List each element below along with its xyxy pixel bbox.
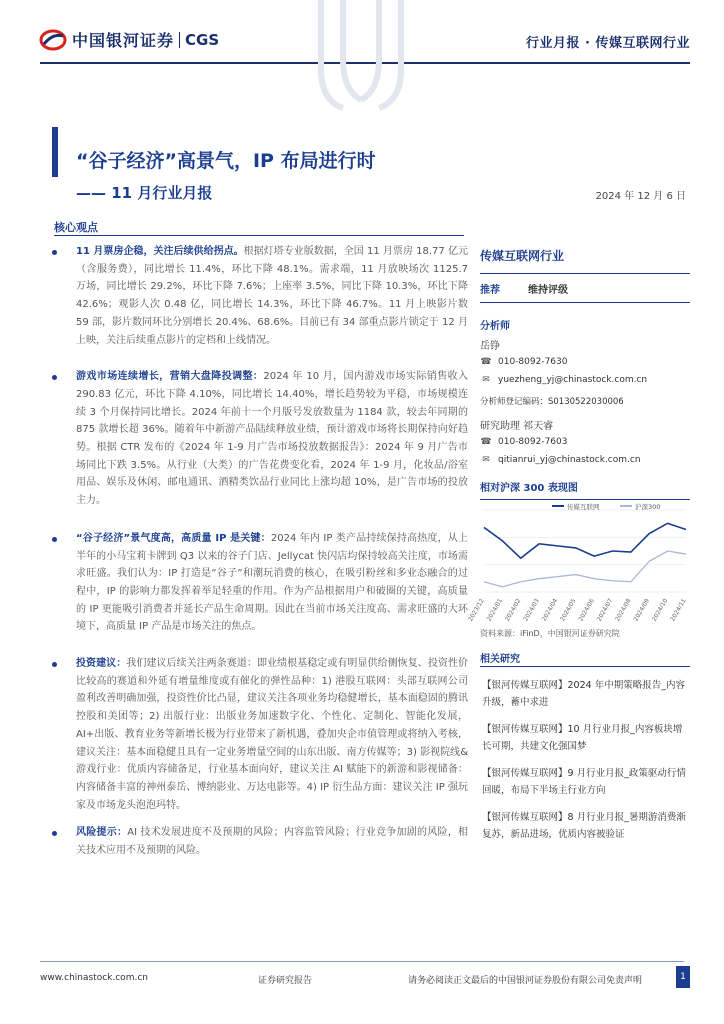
related-research-item[interactable]: 【银河传媒互联网】8 月行业月报_暑期游消费渐复苏，新品进场，优质内容被验证 xyxy=(482,812,686,840)
company-name: 中国银河证券 xyxy=(72,31,175,50)
rating-label: 推荐 xyxy=(480,285,500,296)
assistant-name: 研究助理 祁天睿 xyxy=(480,421,554,432)
report-title: “谷子经济”高景气，IP 布局进行时 xyxy=(76,150,376,172)
phone-number: 010-8092-7603 xyxy=(498,437,568,447)
footer-divider xyxy=(40,961,684,962)
title-accent-bar xyxy=(52,127,58,177)
bullet-dot-icon xyxy=(52,250,57,255)
logo-separator xyxy=(179,32,180,48)
chart-heading: 相对沪深 300 表现图 xyxy=(480,483,578,494)
analyst-name: 岳铮 xyxy=(480,341,500,352)
bullet-dot-icon xyxy=(52,662,57,667)
assistant-phone xyxy=(480,433,690,451)
email-address[interactable]: qitianrui_yj@chinastock.com.cn xyxy=(498,455,641,465)
report-type: 行业月报 · 传媒互联网行业 xyxy=(526,36,690,51)
bullet-highlight: 11 月票房企稳，关注后续供给拐点。 xyxy=(76,246,244,257)
bullet-text: AI 技术发展进度不及预期的风险；内容监管风险；行业竞争加剧的风险，相关技术应用不及预期的风险。 xyxy=(76,827,469,857)
chart-x-tick-label: 2024/11 xyxy=(669,597,688,623)
chart-legend-label: 沪深300 xyxy=(635,503,661,511)
analyst-heading: 分析师 xyxy=(480,321,510,332)
bullet-text: 2024 年 10 月，国内游戏市场实际销售收入 290.83 亿元，环比下降 4.10%，同比增长 14.40%，增长趋势较为平稳，市场规模连续 3 个月保持同比增长。2024 年前十一个月版号发放数量为 1184 款，较去年同期的 875 款增长超 36%。随着年中新游产品陆续释放业绩，预计游戏市场将长期保持向好趋势。根据 CTR 发布的《2024 年 1-9 月广告市场投放数据报告》：2024 年 9 月广告市场同比下跌 3.5%。从行业（大类）的广告花费变化看，2024 年 1-9 月，化妆品/浴室用品、娱乐及休闲、邮电通讯、酒精类饮品行业同比上涨均超 10%，是广告市场的投放主力。 xyxy=(76,371,469,507)
performance-chart xyxy=(467,500,690,628)
chart-source: 资料来源：iFinD，中国银河证券研究院 xyxy=(480,629,620,638)
company-abbr: CGS xyxy=(185,30,220,49)
bullet-ip-economy xyxy=(50,530,468,636)
bullet-dot-icon xyxy=(52,537,57,542)
chart-x-tick-label: 2024/08 xyxy=(614,597,633,623)
core-views-divider xyxy=(54,235,464,236)
industry-name: 传媒互联网行业 xyxy=(480,249,565,263)
phone-icon: ☎ xyxy=(480,357,492,367)
bullet-risk xyxy=(50,824,468,859)
bullet-text: 根据灯塔专业版数据，全国 11 月票房 18.77 亿元（含服务费），同比增长 11.4%，环比下降 48.1%。需求端，11 月放映场次 1125.7 万场，同比增长 29.2%，环比下降 7.6%；上座率 3.5%，同比下降 10.3%，环比下降 42.6%；观影人次 0.48 亿，同比增长 14.3%，环比下降 46.7%。11 月上映影片数 59 部，影片数同环比分别增长 20.4%、68.6%。目前已有 34 部重点影片锁定于 12 月上映，关注后续重点影片的定档和上线情况。 xyxy=(76,246,468,346)
footer-disclaimer: 请务必阅读正文最后的中国银河证券股份有限公司免责声明 xyxy=(408,976,643,986)
galaxy-logo-icon xyxy=(40,29,66,51)
related-research-item[interactable]: 【银河传媒互联网】2024 年中期策略报告_内容升级，蓄中求进 xyxy=(482,680,685,708)
sidebar xyxy=(467,243,690,843)
chart-x-tick-label: 2023/12 xyxy=(467,597,486,623)
rating-value: 维持评级 xyxy=(528,285,568,296)
bullet-highlight: 风险提示： xyxy=(76,827,128,839)
analyst-email xyxy=(480,371,690,389)
email-icon: ✉ xyxy=(482,375,490,385)
assistant-email xyxy=(480,451,690,469)
core-views-list xyxy=(50,243,468,860)
chart-x-tick-label: 2024/02 xyxy=(503,597,523,623)
phone-number: 010-8092-7630 xyxy=(498,357,568,367)
bullet-investment xyxy=(50,655,468,814)
company-logo xyxy=(40,28,219,51)
performance-chart-block xyxy=(467,479,690,646)
bullet-dot-icon xyxy=(52,831,57,836)
related-research-item[interactable]: 【银河传媒互联网】9 月行业月报_政策驱动行情回暖，布局下半场主行业方向 xyxy=(482,768,686,796)
report-date: 2024 年 12 月 6 日 xyxy=(595,191,686,202)
analyst-phone xyxy=(480,353,690,371)
chart-x-tick-label: 2024/10 xyxy=(650,597,670,623)
chart-series-line xyxy=(484,551,686,587)
chart-x-tick-label: 2024/09 xyxy=(632,597,652,623)
bullet-text: 我们建议后续关注两条赛道：即业绩根基稳定或有明显供给侧恢复、投资性价比较高的赛道和外延有增量维度或有催化的弹性品种：1) 港股互联网：头部互联网公司盈利改善明确加强，投资性价比凸显，建议关注各项业务均稳健增长，基本面稳固的腾讯控股和美团等；2) 出版行业：出版业务加速数字化、个性化、定制化、智能化发展，AI+出版、教育业务等新增长极为行业带来了新机遇，叠加央企市值管理或将纳入考核，建议关注：基本面稳健且具有一定业务增量空间的山东出版、南方传媒等；3) 影视院线&游戏行业：优质内容储备足，行业基本面向好，建议关注 AI 赋能下的新游和影视储备：内容储备丰富的神州泰岳、博纳影业、万达电影等。4) IP 衍生品方面：建议关注 IP 强玩家及市场龙头泡泡玛特。 xyxy=(76,658,469,811)
footer-label: 证券研究报告 xyxy=(258,976,313,986)
chart-series-line xyxy=(484,523,686,558)
bullet-box-office xyxy=(50,243,468,349)
core-views-heading: 核心观点 xyxy=(54,221,98,234)
bullet-highlight: 游戏市场连续增长，营销大盘降投调整： xyxy=(76,371,264,383)
email-address[interactable]: yuezheng_yj@chinastock.com.cn xyxy=(498,375,648,385)
chart-legend-label: 传媒互联网 xyxy=(567,503,600,511)
report-subtitle: —— 11 月行业月报 xyxy=(76,184,213,202)
phone-icon: ☎ xyxy=(480,437,492,447)
rating-row xyxy=(480,274,690,302)
footer-url[interactable]: www.chinastock.com.cn xyxy=(40,973,148,983)
bullet-text: 2024 年内 IP 类产品持续保持高热度，从上半年的小马宝莉卡牌到 Q3 以来的谷子门店、Jellycat 快闪店均保持较高关注度，市场需求旺盛。我们认为：IP 打造是“谷子”和潮玩消费的核心，在吸引粉丝和多业态融合的过程中，IP 的影响力都发挥着举足轻重的作用。作为产品根据用户和破圈的关键，高质量的 IP 更能吸引消费者并延长产品生命周期。因此在当前市场关注度高、需求旺盛的大环境下，高质量 IP 产品是市场关注的焦点。 xyxy=(76,532,468,633)
page-number: 1 xyxy=(676,966,690,988)
chart-x-tick-label: 2024/05 xyxy=(559,597,578,623)
chart-x-tick-label: 2024/01 xyxy=(485,597,505,623)
chart-x-tick-label: 2024/07 xyxy=(595,597,615,623)
chart-x-tick-label: 2024/06 xyxy=(577,597,596,623)
bullet-highlight: 投资建议： xyxy=(76,658,127,670)
bullet-highlight: “谷子经济”景气度高，高质量 IP 是关键： xyxy=(76,532,271,544)
chart-x-tick-label: 2024/04 xyxy=(540,597,560,623)
related-research-heading: 相关研究 xyxy=(480,654,520,665)
bullet-gaming xyxy=(50,368,468,510)
cgs-watermark-icon xyxy=(313,0,409,112)
bullet-dot-icon xyxy=(52,375,57,380)
related-research-item[interactable]: 【银河传媒互联网】10 月行业月报_内容板块增长可期，共建文化强国梦 xyxy=(482,724,683,752)
email-icon: ✉ xyxy=(482,455,490,465)
analyst-cert: 分析师登记编码：S0130522030006 xyxy=(480,397,624,407)
sidebar-divider xyxy=(480,666,690,667)
chart-x-tick-label: 2024/03 xyxy=(522,597,541,623)
